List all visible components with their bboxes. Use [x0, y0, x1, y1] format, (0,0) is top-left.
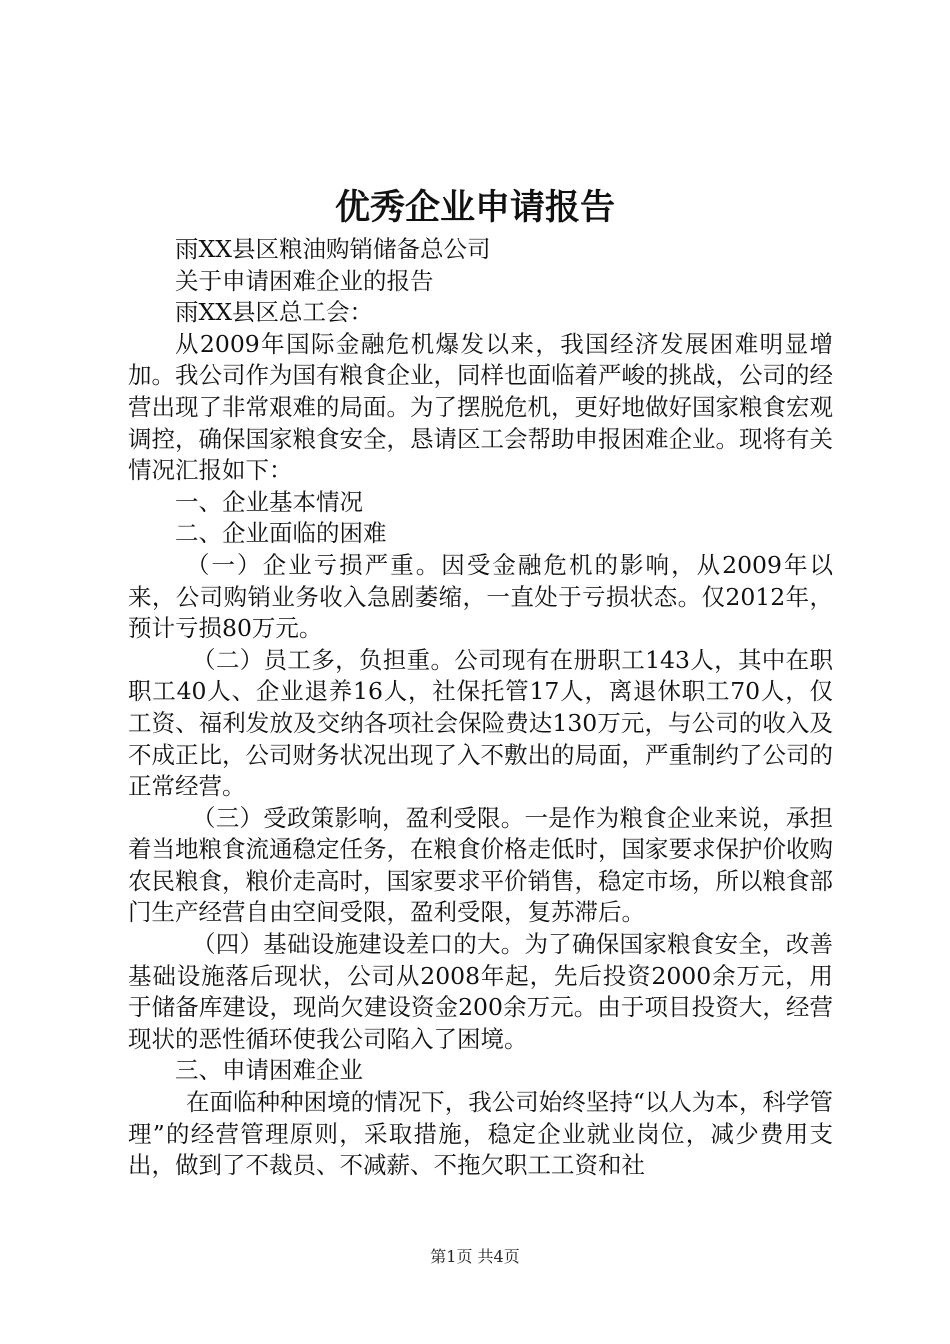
heading-section-3: 三、申请困难企业 — [175, 1056, 363, 1085]
heading-section-1: 一、企业基本情况 — [175, 487, 363, 516]
document-body — [128, 234, 833, 1182]
paragraph-report-subject: 关于申请困难企业的报告 — [175, 266, 434, 295]
paragraph-recipient-company: 雨XX县区粮油购销储备总公司 — [175, 235, 491, 263]
document-title: 优秀企业申请报告 — [334, 187, 615, 228]
paragraph-application: 在面临种种困境的情况下，我公司始终坚持“以人为本，科学管理”的经营管理原则，采取措施，稳定企业就业岗位，减少费用支出，做到了不裁员、不减薪、不拖欠职工工资和社 — [128, 1088, 833, 1180]
heading-section-2: 二、企业面临的困难 — [175, 519, 387, 548]
paragraph-difficulty-4: （四）基础设施建设差口的大。为了确保国家粮食安全，改善基础设施落后现状，公司从2008年起，先后投资2000余万元，用于储备库建设，现尚欠建设资金200余万元。由于项目投资大，经营现状的恶性循环使我公司陷入了困境。 — [128, 930, 833, 1053]
paragraph-introduction: 从2009年国际金融危机爆发以来，我国经济发展困难明显增加。我公司作为国有粮食企业，同样也面临着严峻的挑战，公司的经营出现了非常艰难的局面。为了摆脱危机，更好地做好国家粮食宏观调控，确保国家粮食安全，恳请区工会帮助申报困难企业。现将有关情况汇报如下： — [128, 329, 833, 485]
paragraph-difficulty-3: （三）受政策影响，盈利受限。一是作为粮食企业来说，承担着当地粮食流通稳定任务，在粮食价格走低时，国家要求保护价收购农民粮食，粮价走高时，国家要求平价销售，稳定市场，所以粮食部门生产经营自由空间受限，盈利受限，复苏滞后。 — [128, 803, 833, 927]
paragraph-difficulty-2: （二）员工多，负担重。公司现有在册职工143人，其中在职职工40人、企业退养16人，社保托管17人，离退休职工70人，仅工资、福利发放及交纳各项社会保险费达130万元，与公司的收入及不成正比，公司财务状况出现了入不敷出的局面，严重制约了公司的正常经营。 — [128, 645, 833, 801]
paragraph-addressee: 雨XX县区总工会： — [175, 298, 373, 327]
paragraph-difficulty-1: （一）企业亏损严重。因受金融危机的影响，从2009年以来，公司购销业务收入急剧萎缩，一直处于亏损状态。仅2012年，预计亏损80万元。 — [128, 550, 833, 643]
page-footer: 第1页 共4页 — [430, 1247, 520, 1266]
